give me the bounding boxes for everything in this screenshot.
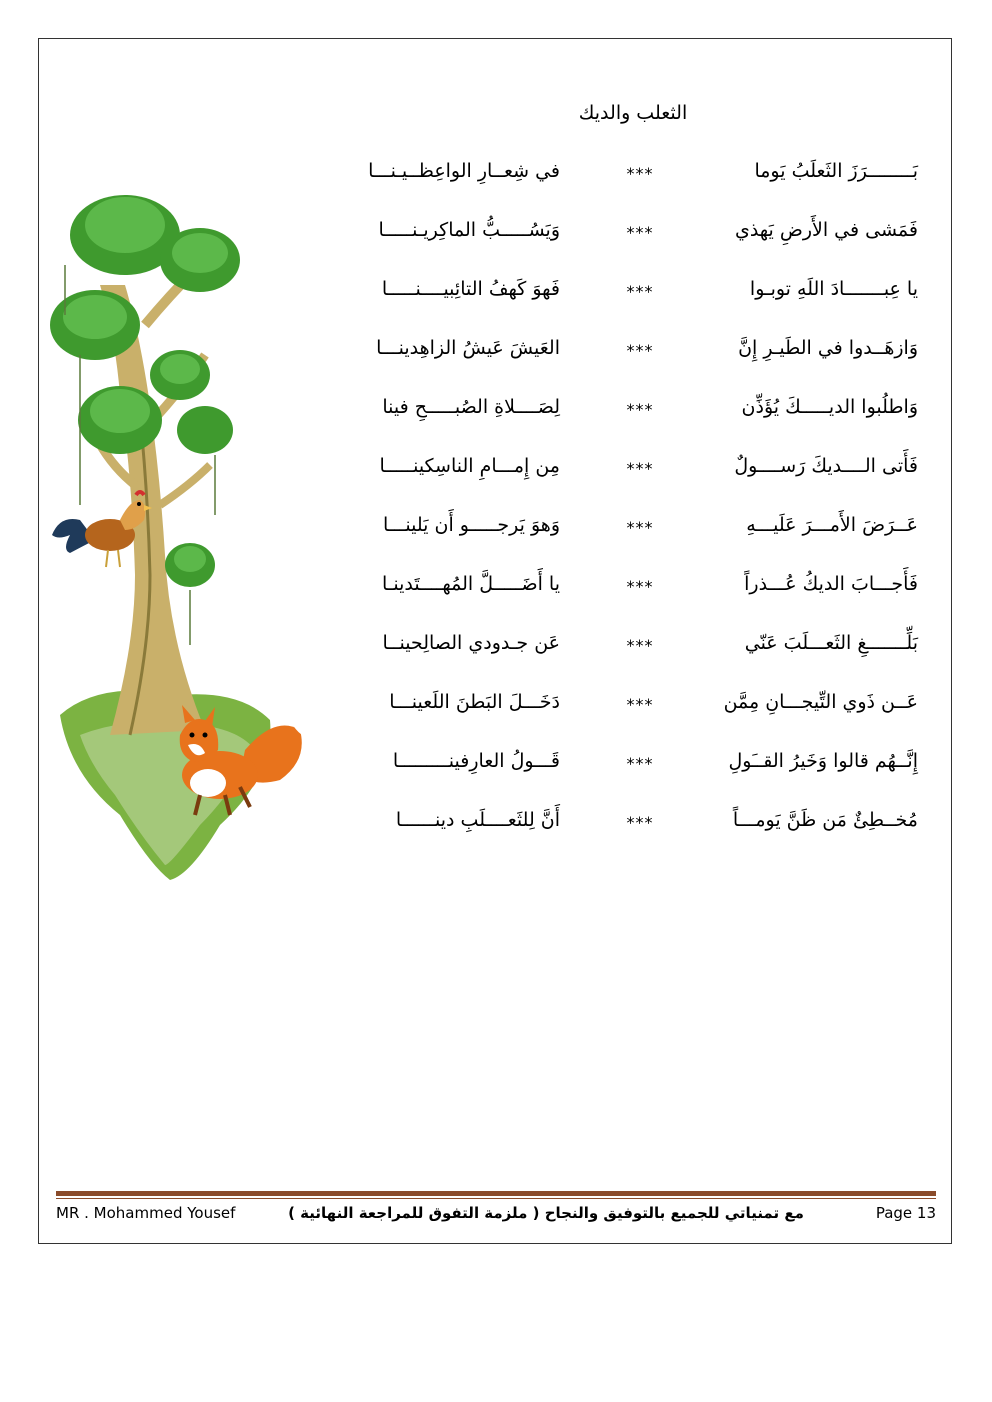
verse-first-half: وَازهَــدوا في الطَيـرِ إِنَّ — [738, 337, 918, 359]
verse-row — [330, 278, 930, 318]
verse-second-half: قَـــولُ العارِفينـــــــــا — [392, 750, 560, 772]
verse-row — [330, 809, 930, 849]
verse-separator: *** — [626, 459, 654, 478]
verse-first-half: فَمَشى في الأَرضِ يَهذي — [734, 219, 918, 241]
verse-second-half: وَهوَ يَرجـــــو أَن يَلينـــا — [382, 514, 560, 536]
footer-author: MR . Mohammed Yousef — [56, 1204, 236, 1222]
verse-first-half: عَــرَضَ الأَمـــرَ عَلَيـــهِ — [746, 514, 918, 536]
verse-second-half: فَهوَ كَهفُ التائِبيــــنـــــا — [381, 278, 560, 300]
verse-separator: *** — [626, 341, 654, 360]
verse-second-half: في شِعــارِ الواعِظــيـنـــا — [368, 160, 560, 182]
verse-row — [330, 750, 930, 790]
verse-row — [330, 632, 930, 672]
verse-first-half: مُخــطِئٌ مَن ظَنَّ يَومـــاً — [732, 809, 918, 831]
verse-row — [330, 514, 930, 554]
verse-second-half: عَن جـدودي الصالِحينــا — [382, 632, 560, 654]
verse-row — [330, 455, 930, 495]
verse-first-half: بَلِّـــــــغِ الثَعـــلَبَ عَنّي — [744, 632, 918, 654]
verse-row — [330, 573, 930, 613]
verse-second-half: أَنَّ لِلثَعــــلَبِ دينــــــا — [395, 809, 560, 831]
verse-separator: *** — [626, 636, 654, 655]
verse-row — [330, 219, 930, 259]
verse-separator: *** — [626, 282, 654, 301]
verse-first-half: عَــن ذَوي التِّيجـــانِ مِمَّن — [723, 691, 918, 713]
footer-rule — [56, 1191, 936, 1196]
footer-rule-thin — [56, 1198, 936, 1199]
verse-separator: *** — [626, 164, 654, 183]
verse-first-half: فَأَجـــابَ الديكُ عُـــذراً — [744, 573, 918, 595]
verse-row — [330, 160, 930, 200]
verse-second-half: دَخَـــلَ البَطنَ اللَعينـــا — [389, 691, 560, 713]
verse-second-half: لِصَــــلاةِ الصُبـــــحِ فينا — [382, 396, 560, 418]
tree-rooster-fox-illustration — [40, 175, 320, 895]
verse-separator: *** — [626, 518, 654, 537]
verse-first-half: بَــــــــرَزَ الثَعلَبُ يَوما — [754, 160, 918, 182]
verse-second-half: مِن إِمـــامِ الناسِكينـــــا — [379, 455, 560, 477]
verse-row — [330, 337, 930, 377]
verse-separator: *** — [626, 754, 654, 773]
footer-note: مع تمنياتي للجميع بالتوفيق والنجاح ( ملزمة التفوق للمراجعة النهائية ) — [288, 1204, 804, 1222]
footer-page-number: Page 13 — [875, 1204, 936, 1222]
verse-second-half: وَيَسُـــــبُّ الماكِريـنـــــا — [378, 219, 560, 241]
poem-title: الثعلب والديك — [578, 102, 688, 124]
verse-first-half: إِنَّــهُم قالوا وَخَيرُ القــَولِ — [728, 750, 918, 772]
verse-row — [330, 396, 930, 436]
verse-separator: *** — [626, 400, 654, 419]
page-footer — [56, 1204, 936, 1228]
verse-second-half: يا أَضَـــــلَّ المُهــــتَدينـا — [382, 573, 560, 595]
verse-first-half: وَاطلُبوا الديـــــكَ يُؤَذِّن — [741, 396, 918, 418]
verse-separator: *** — [626, 577, 654, 596]
verse-row — [330, 691, 930, 731]
verse-separator: *** — [626, 813, 654, 832]
verse-second-half: العَيشَ عَيشُ الزاهِدينـــا — [376, 337, 560, 359]
verse-separator: *** — [626, 695, 654, 714]
verse-first-half: فَأَتى الــــديكَ رَســــولٌ — [734, 455, 918, 477]
verse-separator: *** — [626, 223, 654, 242]
verse-first-half: يا عِبـــــــادَ اللَهِ توبـوا — [749, 278, 918, 300]
